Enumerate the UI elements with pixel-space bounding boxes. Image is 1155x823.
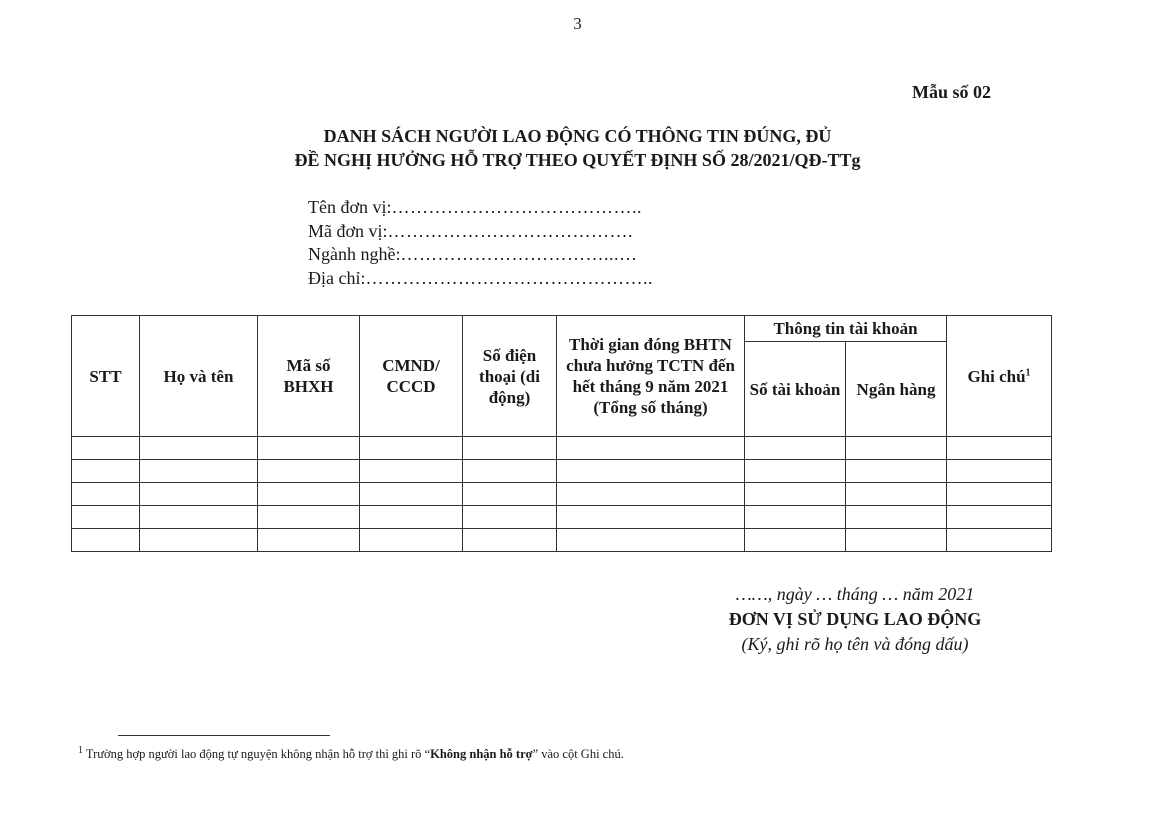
table-row xyxy=(72,529,1052,552)
field-label: Địa chỉ: xyxy=(308,267,366,288)
footnote-emphasis: Không nhận hỗ trợ xyxy=(430,747,533,761)
form-code: Mẫu số 02 xyxy=(912,82,992,102)
header-social-insurance-code: Mã số BHXH xyxy=(258,316,360,437)
table-cell xyxy=(557,506,745,529)
document-title xyxy=(0,124,1155,172)
title-line-2: ĐỀ NGHỊ HƯỞNG HỖ TRỢ THEO QUYẾT ĐỊNH SỐ 28/2021/QĐ-TTg xyxy=(294,150,861,170)
footnote xyxy=(78,744,624,762)
register-body xyxy=(72,437,1052,552)
table-cell xyxy=(258,529,360,552)
footnote-divider xyxy=(118,735,330,736)
unit-info-fields xyxy=(308,196,653,290)
table-cell xyxy=(557,529,745,552)
table-cell xyxy=(947,506,1052,529)
table-cell xyxy=(140,437,258,460)
table-cell xyxy=(140,529,258,552)
header-full-name: Họ và tên xyxy=(140,316,258,437)
field-label: Mã đơn vị: xyxy=(308,220,388,241)
table-row xyxy=(72,437,1052,460)
table-cell xyxy=(846,483,947,506)
table-cell xyxy=(140,506,258,529)
header-stt: STT xyxy=(72,316,140,437)
table-cell xyxy=(745,529,846,552)
table-cell xyxy=(745,483,846,506)
header-notes-label: Ghi chú xyxy=(967,366,1026,386)
table-cell xyxy=(463,437,557,460)
table-cell xyxy=(846,529,947,552)
header-contribution-period: Thời gian đóng BHTN chưa hưởng TCTN đến hết tháng 9 năm 2021 (Tổng số tháng) xyxy=(557,316,745,437)
table-cell xyxy=(745,460,846,483)
table-cell xyxy=(140,483,258,506)
table-cell xyxy=(72,483,140,506)
table-cell xyxy=(258,437,360,460)
table-cell xyxy=(557,437,745,460)
table-cell xyxy=(360,437,463,460)
table-cell xyxy=(463,460,557,483)
table-row xyxy=(72,483,1052,506)
table-cell xyxy=(745,437,846,460)
table-cell xyxy=(745,506,846,529)
field-label: Ngành nghề: xyxy=(308,244,401,264)
table-cell xyxy=(258,460,360,483)
footnote-text-before: Trường hợp người lao động tự nguyện không nhận hỗ trợ thì ghi rõ “ xyxy=(83,747,431,761)
footnote-text-after: ” vào cột Ghi chú. xyxy=(532,747,624,761)
signature-block xyxy=(700,582,1010,657)
signing-organization: ĐƠN VỊ SỬ DỤNG LAO ĐỘNG xyxy=(728,609,982,629)
table-cell xyxy=(947,529,1052,552)
field-blank: ……………………………………….. xyxy=(365,267,653,288)
header-notes xyxy=(947,316,1052,437)
unit-code-field xyxy=(308,220,653,244)
table-cell xyxy=(360,506,463,529)
table-cell xyxy=(258,483,360,506)
table-row xyxy=(72,506,1052,529)
title-line-1: DANH SÁCH NGƯỜI LAO ĐỘNG CÓ THÔNG TIN ĐÚNG, ĐỦ xyxy=(323,126,832,146)
table-cell xyxy=(846,506,947,529)
table-cell xyxy=(947,437,1052,460)
table-cell xyxy=(72,460,140,483)
table-cell xyxy=(947,460,1052,483)
table-cell xyxy=(463,529,557,552)
table-cell xyxy=(360,529,463,552)
header-bank: Ngân hàng xyxy=(846,342,947,437)
table-cell xyxy=(463,506,557,529)
header-id-card: CMND/ CCCD xyxy=(360,316,463,437)
address-field xyxy=(308,267,653,291)
date-line: ……, ngày … tháng … năm 2021 xyxy=(735,584,975,604)
header-phone: Số điện thoại (di động) xyxy=(463,316,557,437)
table-cell xyxy=(72,529,140,552)
table-cell xyxy=(140,460,258,483)
field-blank: ……………………………...… xyxy=(400,244,638,264)
signature-instruction: (Ký, ghi rõ họ tên và đóng dấu) xyxy=(741,634,969,654)
table-cell xyxy=(258,506,360,529)
table-cell xyxy=(557,460,745,483)
table-cell xyxy=(72,437,140,460)
table-cell xyxy=(360,460,463,483)
field-label: Tên đơn vị: xyxy=(308,197,392,217)
unit-name-field xyxy=(308,196,653,220)
table-cell xyxy=(557,483,745,506)
table-cell xyxy=(947,483,1052,506)
industry-field xyxy=(308,243,653,267)
employee-register-table xyxy=(71,315,1052,552)
field-blank: ………………………………….. xyxy=(391,197,643,217)
field-blank: …………………………………. xyxy=(387,220,634,241)
table-cell xyxy=(72,506,140,529)
header-account-number: Số tài khoản xyxy=(745,342,846,437)
header-account-info: Thông tin tài khoản xyxy=(745,316,947,342)
table-cell xyxy=(846,460,947,483)
page-number: 3 xyxy=(573,14,582,33)
table-cell xyxy=(360,483,463,506)
table-row xyxy=(72,460,1052,483)
table-cell xyxy=(846,437,947,460)
footnote-ref: 1 xyxy=(1025,366,1031,378)
table-cell xyxy=(463,483,557,506)
footnote-marker: 1 xyxy=(78,744,83,756)
